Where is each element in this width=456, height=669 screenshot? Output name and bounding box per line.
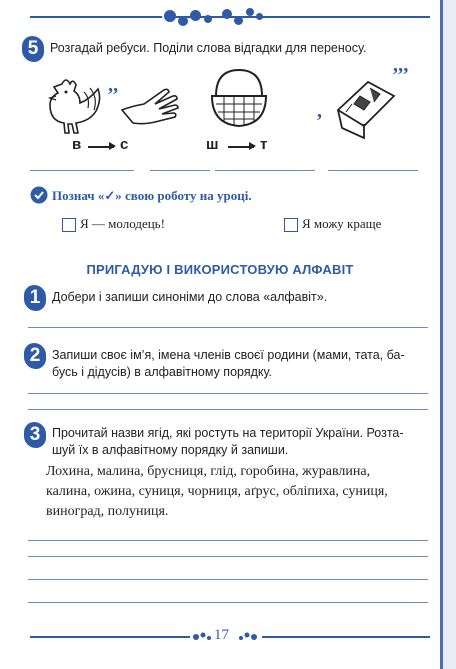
footer-rule-right <box>262 636 430 638</box>
self-check-option-good: Я — молодець! <box>80 216 165 231</box>
task-instruction: Добери і запиши синоніми до слова «алфавіт». <box>52 290 328 304</box>
task-instruction: Розгадай ребуси. Поділи слова відгадки для переносу. <box>50 41 367 55</box>
answer-line <box>28 602 428 603</box>
answer-line <box>28 393 428 394</box>
answer-line <box>28 327 428 328</box>
hand-icon <box>118 80 180 130</box>
answer-line <box>28 409 428 410</box>
berry-list-line-2: калина, ожина, суниця, чорниця, аґрус, обліпиха, суниця, <box>46 484 388 499</box>
answer-line <box>328 170 418 171</box>
answer-line <box>150 170 210 171</box>
rebus-letter-from: в <box>72 136 82 153</box>
task-instruction-line-1: Запиши своє ім’я, імена членів своєї родини (мами, тата, ба- <box>52 348 405 362</box>
answer-line <box>28 579 428 580</box>
footer-ornament-left <box>192 630 212 642</box>
answer-line <box>28 540 428 541</box>
task-number-badge: 3 <box>24 422 46 448</box>
task-instruction-line-2: бусь і дідусів) в алфавітному порядку. <box>52 365 272 379</box>
basket-icon <box>206 68 272 130</box>
rebus-letter-to: т <box>260 136 268 153</box>
rebus-arrow <box>88 146 114 148</box>
chocolate-icon <box>330 76 400 142</box>
task-number-badge: 1 <box>24 285 46 311</box>
self-check-option-better: Я можу краще <box>302 216 382 231</box>
check-icon <box>30 186 48 204</box>
rebus-commas: ’’ <box>107 84 119 106</box>
task-instruction-line-1: Прочитай назви ягід, які ростуть на території України. Розта- <box>52 426 404 440</box>
rebus-arrow <box>228 146 254 148</box>
answer-line <box>30 170 134 171</box>
section-heading: ПРИГАДУЮ І ВИКОРИСТОВУЮ АЛФАВІТ <box>86 262 354 277</box>
answer-line <box>28 556 428 557</box>
rebus-comma: ’ <box>316 110 323 132</box>
task-instruction-line-2: шуй їх в алфавітному порядку й запиши. <box>52 443 289 457</box>
rebus-letter-to: с <box>120 136 129 153</box>
rebus-commas: ’’’ <box>392 64 410 86</box>
berry-list-line-1: Лохина, малина, брусниця, глід, горобина, журавлина, <box>46 464 371 479</box>
rebus-letter-from: ш <box>206 136 219 153</box>
self-check-prompt: Познач «✓» свою роботу на уроці. <box>52 188 252 203</box>
task-number-badge: 5 <box>22 36 44 62</box>
footer-ornament-right <box>238 630 258 642</box>
task-number-badge: 2 <box>24 343 46 369</box>
berry-list-line-3: виноград, полуниця. <box>46 504 169 519</box>
page-number: 17 <box>214 627 229 643</box>
self-check-checkbox-better[interactable] <box>284 218 298 232</box>
answer-line <box>215 170 315 171</box>
self-check-checkbox-good[interactable] <box>62 218 76 232</box>
rooster-icon <box>40 74 104 138</box>
footer-rule-left <box>30 636 190 638</box>
